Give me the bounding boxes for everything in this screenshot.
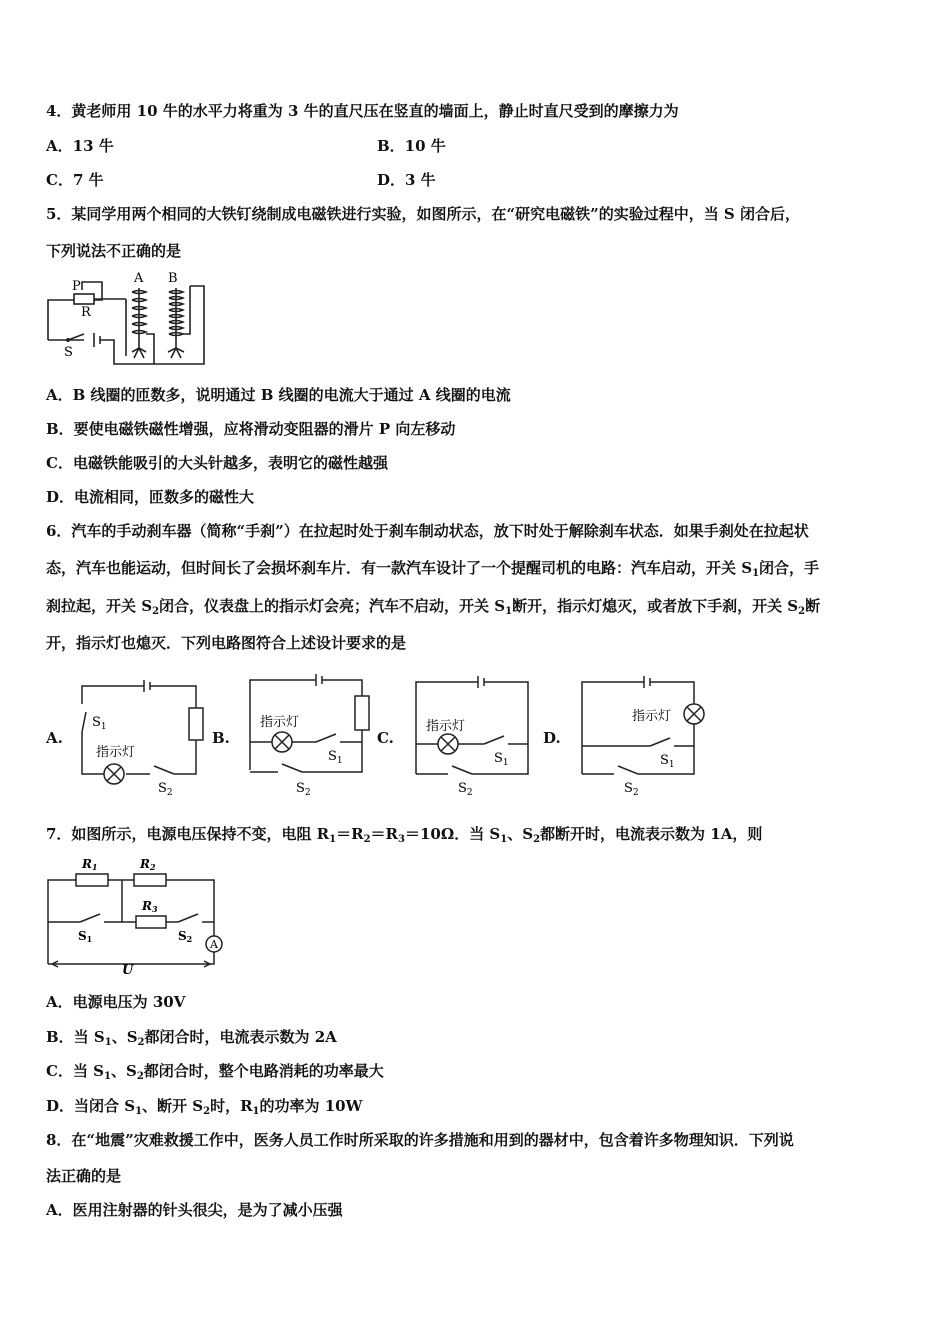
q7-option-a: A．电源电压为 30V xyxy=(46,993,186,1011)
q6-option-d-label: D. xyxy=(543,729,561,747)
q4-option-c: C．7 牛 xyxy=(46,171,104,189)
svg-text:S1: S1 xyxy=(78,929,93,944)
q6-circuit-b xyxy=(242,670,377,798)
svg-text:指示灯: 指示灯 xyxy=(426,719,466,734)
q5-option-b: B．要使电磁铁磁性增强，应将滑动变阻器的滑片 P 向左移动 xyxy=(46,420,456,438)
svg-text:A: A xyxy=(210,938,218,951)
q5-fig-s-label: S xyxy=(64,345,73,360)
svg-text:R1: R1 xyxy=(82,857,98,872)
q8-stem-line2: 法正确的是 xyxy=(46,1167,122,1185)
q4-option-d: D．3 牛 xyxy=(377,171,436,189)
q6-option-a-label: A. xyxy=(46,729,63,747)
q5-fig-r-label: R xyxy=(81,305,91,320)
q5-fig-b-label: B xyxy=(168,271,178,286)
svg-text:S2: S2 xyxy=(178,929,193,944)
q7-option-d: D．当闭合 $S_1$、断开 $S_2$时，$R_1$的功率为 10W xyxy=(46,1097,363,1117)
q5-stem-line1: 5．某同学用两个相同的大铁钉绕制成电磁铁进行实验，如图所示，在“研究电磁铁”的实验过程中，当 S 闭合后， xyxy=(46,205,800,223)
q6-stem-line4: 开，指示灯也熄灭．下列电路图符合上述设计要求的是 xyxy=(46,634,407,652)
svg-text:S2: $S_2$ xyxy=(296,781,311,798)
svg-text:S2: $S_2$ xyxy=(458,781,473,798)
svg-text:指示灯: 指示灯 xyxy=(632,709,672,724)
q5-electromagnet-figure xyxy=(44,270,214,370)
q5-stem-line2: 下列说法不正确的是 xyxy=(46,242,182,260)
svg-text:S1: $S_1$ xyxy=(92,715,107,732)
q6-option-b-label: B. xyxy=(212,729,230,747)
svg-text:S2: $S_2$ xyxy=(624,781,639,798)
q6-stem-line2: 态，汽车也能运动，但时间长了会损坏刹车片．有一款汽车设计了一个提醒司机的电路：汽车启动，开关 $S_1$闭合，手 xyxy=(46,559,820,579)
q6-stem-line1: 6．汽车的手动刹车器（简称“手刹”）在拉起时处于刹车制动状态，放下时处于解除刹车状态．如果手刹处在拉起状 xyxy=(46,522,809,540)
q4-option-a: A．13 牛 xyxy=(46,137,114,155)
q4-stem: 4．黄老师用 10 牛的水平力将重为 3 牛的直尺压在竖直的墙面上，静止时直尺受到的摩擦力为 xyxy=(46,102,679,120)
q6-circuit-c xyxy=(408,670,538,798)
q7-stem: 7．如图所示，电源电压保持不变，电阻 $R_1=R_2=R_3=10\Omega$．当 $S_1$、$S_2$都断开时，电流表示数为 1A，则 xyxy=(46,825,763,845)
svg-text:S1: $S_1$ xyxy=(328,749,343,766)
q4-option-b: B．10 牛 xyxy=(377,137,446,155)
q5-option-d: D．电流相同，匝数多的磁性大 xyxy=(46,488,255,506)
q8-stem-line1: 8．在“地震”灾难救援工作中，医务人员工作时所采取的许多措施和用到的器材中，包含着许多物理知识．下列说 xyxy=(46,1131,794,1149)
svg-text:S2: $S_2$ xyxy=(158,781,173,798)
q6-circuit-a xyxy=(74,678,204,798)
q6-option-c-label: C. xyxy=(377,729,394,747)
q8-option-a: A．医用注射器的针头很尖，是为了减小压强 xyxy=(46,1201,343,1219)
svg-text:S1: $S_1$ xyxy=(660,753,675,770)
q6-stem-line3: 刹拉起，开关 $S_2$闭合，仪表盘上的指示灯会亮；汽车不启动，开关 $S_1$断开，指示灯熄灭，或者放下手刹，开关 $S_2$断 xyxy=(46,597,821,617)
q6-circuit-d xyxy=(574,670,714,798)
svg-text:U: U xyxy=(122,963,134,977)
q5-option-a: A．B 线圈的匝数多，说明通过 B 线圈的电流大于通过 A 线圈的电流 xyxy=(46,386,511,404)
q5-fig-p-label: P xyxy=(72,279,81,294)
q5-option-c: C．电磁铁能吸引的大头针越多，表明它的磁性越强 xyxy=(46,454,388,472)
svg-text:指示灯: 指示灯 xyxy=(96,745,136,760)
q7-option-b: B．当 $S_1$、$S_2$都闭合时，电流表示数为 2A xyxy=(46,1028,337,1048)
svg-text:R3: R3 xyxy=(142,899,158,914)
q7-option-c: C．当 $S_1$、$S_2$都闭合时，整个电路消耗的功率最大 xyxy=(46,1062,384,1082)
q5-fig-a-label: A xyxy=(134,271,144,286)
svg-text:R2: R2 xyxy=(140,857,156,872)
svg-text:指示灯: 指示灯 xyxy=(260,715,300,730)
q7-circuit-figure xyxy=(44,852,234,977)
svg-text:S1: $S_1$ xyxy=(494,751,509,768)
